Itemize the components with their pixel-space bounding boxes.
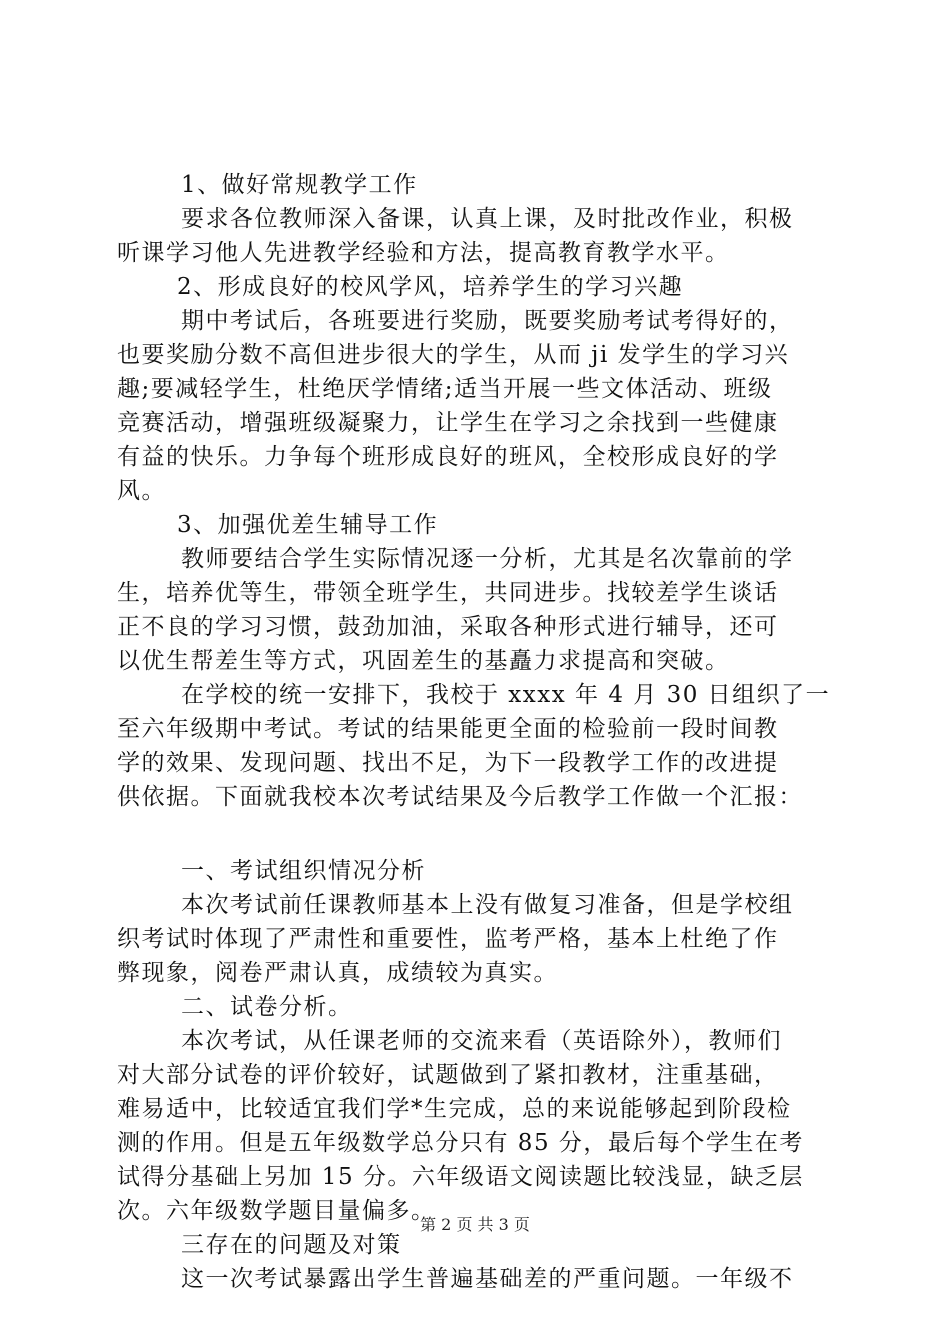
text-line: 在学校的统一安排下，我校于 xxxx 年 4 月 30 日组织了一: [181, 682, 831, 708]
text-line: 本次考试前任课教师基本上没有做复习准备，但是学校组: [181, 892, 794, 918]
text-line: 供依据。下面就我校本次考试结果及今后教学工作做一个汇报：: [117, 784, 803, 810]
text-line: 2、形成良好的校风学风，培养学生的学习兴趣: [177, 274, 684, 300]
text-line: 要求各位教师深入备课，认真上课，及时批改作业，积极: [181, 206, 794, 232]
text-line: 二、试卷分析。: [181, 994, 353, 1020]
text-line: 三存在的问题及对策: [181, 1232, 402, 1258]
text-line: 期中考试后，各班要进行奖励，既要奖励考试考得好的，: [181, 308, 794, 334]
text-line: 竞赛活动，增强班级凝聚力，让学生在学习之余找到一些健康: [117, 410, 779, 436]
text-line: 织考试时体现了严肃性和重要性，监考严格，基本上杜绝了作: [117, 926, 779, 952]
document-body: [117, 168, 837, 1296]
text-line: 3、加强优差生辅导工作: [177, 512, 439, 538]
text-line: 对大部分试卷的评价较好，试题做到了紧扣教材，注重基础，: [117, 1062, 779, 1088]
text-line: 这一次考试暴露出学生普遍基础差的严重问题。一年级不: [181, 1266, 794, 1292]
text-line: 生，培养优等生，带领全班学生，共同进步。找较差学生谈话: [117, 580, 779, 606]
text-line: 试得分基础上另加 15 分。六年级语文阅读题比较浅显，缺乏层: [117, 1164, 804, 1190]
text-line: 趣;要减轻学生，杜绝厌学情绪;适当开展一些文体活动、班级: [117, 376, 773, 402]
text-line: 1、做好常规教学工作: [181, 172, 418, 198]
text-line: 难易适中，比较适宜我们学*生完成，总的来说能够起到阶段检: [117, 1096, 792, 1122]
text-line: 本次考试，从任课老师的交流来看（英语除外），教师们: [181, 1028, 782, 1054]
text-line: 有益的快乐。力争每个班形成良好的班风，全校形成良好的学: [117, 444, 779, 470]
text-line: 学的效果、发现问题、找出不足，为下一段教学工作的改进提: [117, 750, 779, 776]
text-line: 一、考试组织情况分析: [181, 858, 426, 884]
text-line: 风。: [117, 478, 166, 504]
text-line: 正不良的学习习惯，鼓劲加油，采取各种形式进行辅导，还可: [117, 614, 779, 640]
text-line: 弊现象，阅卷严肃认真，成绩较为真实。: [117, 960, 558, 986]
page-footer: 第 2 页 共 3 页: [420, 1215, 530, 1234]
text-line: 教师要结合学生实际情况逐一分析，尤其是名次靠前的学: [181, 546, 794, 572]
text-line: 也要奖励分数不高但进步很大的学生，从而 ji 发学生的学习兴: [117, 342, 790, 368]
text-line: 听课学习他人先进教学经验和方法，提高教育教学水平。: [117, 240, 730, 266]
text-line: 测的作用。但是五年级数学总分只有 85 分，最后每个学生在考: [117, 1130, 804, 1156]
text-line: 至六年级期中考试。考试的结果能更全面的检验前一段时间教: [117, 716, 779, 742]
document-section-1: [117, 168, 837, 814]
paragraph-gap: [117, 814, 837, 854]
text-line: 次。六年级数学题目量偏多。: [117, 1198, 436, 1224]
text-line: 以优生帮差生等方式，巩固差生的基矗力求提高和突破。: [117, 648, 730, 674]
